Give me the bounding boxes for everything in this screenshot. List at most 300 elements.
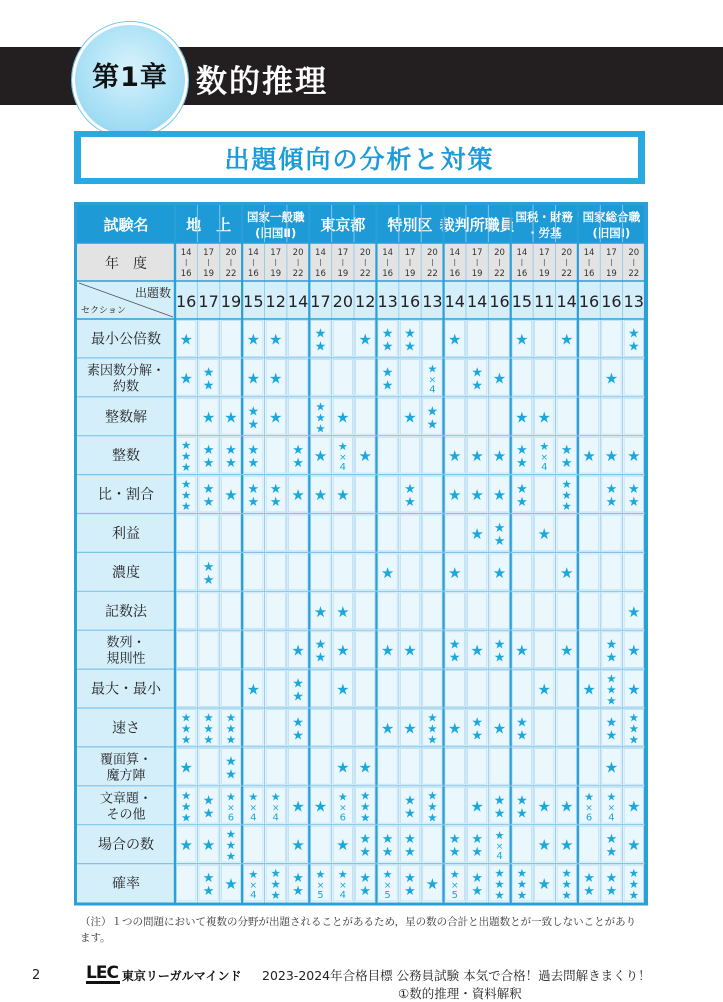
section-subtitle: 出題傾向の分析と対策 [81, 137, 638, 178]
table-cell [378, 398, 397, 434]
star-mark: ★ [627, 447, 641, 466]
star-mark: ★ [336, 836, 350, 855]
period-end: 22 [292, 269, 304, 279]
star-mark: ★ [537, 797, 552, 816]
table-cell [288, 554, 307, 590]
star-mark: ★ [516, 456, 528, 472]
table-cell [333, 515, 352, 551]
star-mark: ★ [202, 482, 215, 498]
exam-name-sub: (旧国Ⅰ) [592, 226, 631, 240]
table-cell [624, 359, 643, 395]
star-mark: ★ [358, 330, 372, 349]
period-end: 16 [247, 269, 259, 279]
star-mark: ★ [202, 806, 215, 822]
star-mark: ★ [179, 330, 193, 349]
table-cell [535, 359, 554, 395]
table-cell [266, 632, 285, 668]
star-mark: ★ [246, 369, 261, 388]
star-mark: ★ [291, 641, 305, 660]
period-start: 20 [494, 248, 505, 258]
star-mark: ★ [516, 877, 528, 892]
section-label-sub: 魔方陣 [106, 768, 146, 784]
question-count: 16 [578, 292, 600, 311]
star-mark: ★ [470, 486, 484, 505]
table-cell [177, 593, 196, 629]
table-cell [378, 515, 397, 551]
star-mark: ★ [470, 447, 484, 466]
star-mark: ★ [336, 602, 350, 621]
table-cell [221, 359, 240, 395]
star-mark: ★ [225, 754, 237, 770]
table-cell [199, 593, 218, 629]
table-cell [423, 437, 442, 473]
section-label: 記数法 [105, 603, 147, 620]
table-cell [356, 476, 375, 512]
star-mark: ★ [292, 884, 304, 900]
table-cell [266, 515, 285, 551]
table-cell [512, 671, 531, 707]
table-cell [535, 710, 554, 746]
table-cell [557, 748, 576, 784]
star-mark: ★ [404, 482, 416, 498]
star-mark: ★ [313, 447, 328, 466]
star-mark: ★ [539, 440, 550, 454]
count-header-label: 出題数 [134, 286, 171, 300]
star-mark: ★ [359, 884, 372, 900]
star-mark: ★ [559, 330, 574, 349]
publisher-name: 東京リーガルマインド [121, 968, 242, 983]
table-cell [624, 515, 643, 551]
table-cell [311, 748, 330, 784]
star-mark: ★ [225, 721, 237, 736]
book-volume: ①数的推理・資料解釈 [398, 986, 522, 1001]
star-mark: ★ [628, 866, 639, 881]
table-cell [535, 554, 554, 590]
star-mark: ★ [247, 456, 260, 472]
star-mark: ★ [494, 877, 505, 892]
star-mark: ★ [537, 836, 552, 855]
star-mark: ★ [179, 758, 193, 777]
table-cell [423, 321, 442, 357]
star-mark: ★ [605, 650, 618, 666]
period-end: 19 [404, 269, 416, 279]
star-mark: ★ [203, 721, 214, 736]
star-mark: ★ [515, 641, 529, 660]
star-mark: ★ [537, 680, 552, 699]
star-count: 4 [541, 462, 548, 474]
period-end: 19 [606, 269, 617, 279]
table-cell [221, 593, 240, 629]
star-mark: ★ [494, 888, 505, 903]
star-mark: ★ [470, 797, 484, 816]
star-mark: ★ [314, 339, 327, 355]
section-label: 最小公倍数 [91, 331, 161, 348]
star-mark: ★ [381, 832, 394, 848]
star-count: 4 [272, 812, 279, 824]
section-label: 文章題・ [99, 791, 153, 807]
star-mark: ★ [314, 650, 327, 666]
star-mark: ★ [471, 365, 483, 381]
star-mark: ★ [605, 832, 618, 848]
star-count: 6 [585, 812, 593, 824]
star-mark: ★ [559, 797, 574, 816]
period-end: 19 [337, 269, 349, 279]
question-count: 17 [198, 292, 219, 311]
table-cell [624, 554, 643, 590]
table-cell [557, 593, 576, 629]
star-mark: ★ [583, 884, 595, 900]
star-count: 5 [384, 890, 391, 902]
table-cell [624, 398, 643, 434]
star-mark: ★ [627, 495, 640, 511]
star-mark: ★ [225, 732, 237, 747]
table-cell [445, 787, 464, 823]
section-label: 速さ [112, 720, 140, 737]
table-cell [199, 748, 218, 784]
section-label: 整数解 [105, 409, 147, 426]
star-multiplier: × [383, 881, 392, 892]
star-count: 4 [429, 384, 436, 396]
question-count: 16 [176, 292, 197, 311]
table-cell [177, 632, 196, 668]
star-mark: ★ [606, 671, 617, 686]
star-mark: ★ [605, 715, 618, 731]
period-end: 22 [494, 269, 505, 279]
table-cell [333, 321, 352, 357]
star-mark: ★ [336, 408, 350, 427]
period-end: 19 [471, 269, 483, 279]
question-count: 15 [511, 292, 533, 311]
star-mark: ★ [493, 533, 506, 549]
period-end: 22 [225, 269, 237, 279]
star-count: 5 [317, 890, 324, 902]
section-header-label: セクション [81, 306, 126, 316]
question-count: 11 [534, 292, 555, 311]
star-mark: ★ [628, 710, 639, 725]
star-mark: ★ [181, 477, 192, 492]
table-cell [356, 398, 375, 434]
star-mark: ★ [313, 797, 328, 816]
question-count: 12 [265, 292, 286, 311]
star-mark: ★ [181, 788, 192, 803]
star-mark: ★ [181, 499, 192, 514]
star-mark: ★ [404, 832, 416, 848]
period-start: 14 [315, 248, 326, 258]
star-mark: ★ [516, 793, 528, 809]
table-cell [557, 359, 576, 395]
star-mark: ★ [203, 732, 214, 747]
table-cell [356, 671, 375, 707]
star-mark: ★ [381, 378, 394, 394]
table-cell [378, 787, 397, 823]
table-cell [400, 593, 419, 629]
star-mark: ★ [427, 799, 438, 814]
star-mark: ★ [561, 877, 572, 892]
table-cell [557, 398, 576, 434]
star-mark: ★ [181, 732, 192, 747]
table-cell [579, 515, 598, 551]
star-mark: ★ [201, 408, 216, 427]
period-end: 16 [516, 269, 528, 279]
period-start: 17 [270, 248, 282, 258]
star-mark: ★ [537, 875, 552, 894]
period-end: 16 [449, 269, 461, 279]
table-cell [244, 632, 263, 668]
star-mark: ★ [425, 875, 440, 894]
star-mark: ★ [606, 693, 617, 708]
table-cell [557, 710, 576, 746]
star-mark: ★ [337, 440, 348, 454]
star-mark: ★ [292, 676, 304, 692]
star-mark: ★ [337, 790, 348, 804]
star-mark: ★ [404, 845, 416, 861]
period-start: 14 [583, 248, 595, 258]
table-cell [266, 826, 285, 862]
star-mark: ★ [224, 486, 238, 505]
table-cell [467, 554, 486, 590]
table-cell [400, 554, 419, 590]
table-cell [177, 865, 196, 901]
section-label: 場合の数 [98, 837, 154, 854]
star-mark: ★ [313, 486, 328, 505]
star-multiplier: × [227, 803, 235, 814]
period-start: 20 [292, 248, 304, 258]
star-mark: ★ [181, 460, 192, 475]
question-count: 20 [332, 292, 354, 311]
table-cell [602, 593, 621, 629]
table-cell [423, 515, 442, 551]
star-mark: ★ [359, 832, 372, 848]
question-count: 16 [399, 292, 421, 311]
table-cell [244, 748, 263, 784]
star-mark: ★ [336, 486, 350, 505]
star-mark: ★ [404, 806, 416, 822]
star-mark: ★ [427, 810, 438, 825]
star-mark: ★ [336, 680, 350, 699]
star-mark: ★ [403, 719, 417, 738]
table-cell [177, 554, 196, 590]
star-count: 4 [496, 851, 503, 863]
table-cell [512, 826, 531, 862]
table-cell [400, 515, 419, 551]
question-count: 15 [243, 292, 264, 311]
table-cell [311, 826, 330, 862]
star-mark: ★ [628, 721, 639, 736]
star-mark: ★ [492, 486, 507, 505]
table-cell [535, 476, 554, 512]
chapter-title: 数的推理 [196, 64, 328, 100]
star-mark: ★ [628, 877, 639, 892]
star-mark: ★ [606, 790, 617, 804]
star-mark: ★ [559, 563, 574, 582]
table-cell [423, 476, 442, 512]
exam-name-sub: (旧国Ⅱ) [255, 226, 297, 240]
period-end: 22 [561, 269, 573, 279]
star-mark: ★ [516, 443, 528, 459]
table-cell [445, 748, 464, 784]
star-mark: ★ [358, 447, 372, 466]
star-mark: ★ [515, 408, 529, 427]
star-mark: ★ [448, 330, 462, 349]
star-mark: ★ [181, 721, 192, 736]
period-end: 16 [382, 269, 394, 279]
star-mark: ★ [380, 641, 395, 660]
star-mark: ★ [493, 637, 506, 653]
table-cell [356, 359, 375, 395]
star-mark: ★ [381, 845, 394, 861]
question-count: 16 [489, 292, 510, 311]
table-cell [199, 515, 218, 551]
star-mark: ★ [492, 447, 507, 466]
star-mark: ★ [292, 715, 304, 731]
star-multiplier: × [339, 803, 347, 814]
book-title: 2023-2024年合格目標 公務員試験 本気で合格！過去問解きまくり！ [262, 968, 651, 983]
star-multiplier: × [249, 803, 258, 814]
star-mark: ★ [247, 495, 260, 511]
star-mark: ★ [561, 866, 572, 881]
star-mark: ★ [448, 845, 461, 861]
question-count: 19 [220, 292, 242, 311]
star-mark: ★ [224, 408, 238, 427]
star-multiplier: × [450, 881, 459, 892]
star-mark: ★ [225, 827, 237, 842]
star-mark: ★ [314, 637, 327, 653]
star-mark: ★ [225, 838, 237, 853]
table-cell [579, 632, 598, 668]
star-mark: ★ [627, 641, 641, 660]
star-mark: ★ [381, 365, 394, 381]
section-label: 濃度 [112, 564, 140, 581]
star-mark: ★ [291, 486, 305, 505]
star-mark: ★ [202, 456, 215, 472]
table-cell [557, 671, 576, 707]
exam-name-sub: ・労基 [527, 226, 562, 240]
star-mark: ★ [471, 378, 483, 394]
period-end: 22 [628, 269, 640, 279]
star-mark: ★ [315, 868, 326, 882]
section-label-sub: 規則性 [106, 651, 146, 667]
star-mark: ★ [628, 888, 639, 903]
star-mark: ★ [179, 369, 193, 388]
table-cell [244, 554, 263, 590]
table-cell [177, 515, 196, 551]
star-mark: ★ [448, 637, 461, 653]
table-cell [535, 321, 554, 357]
star-mark: ★ [448, 650, 461, 666]
table-cell [579, 359, 598, 395]
section-label: 数列・ [106, 635, 146, 651]
table-cell [288, 398, 307, 434]
period-start: 14 [247, 248, 259, 258]
star-mark: ★ [381, 326, 394, 342]
star-mark: ★ [605, 637, 618, 653]
star-mark: ★ [605, 482, 618, 498]
exam-name: 国家総合職 [582, 210, 641, 224]
period-end: 19 [203, 269, 214, 279]
table-cell [356, 632, 375, 668]
table-cell [490, 748, 509, 784]
star-count: 4 [339, 890, 347, 902]
star-count: 4 [250, 890, 257, 902]
star-mark: ★ [516, 495, 528, 511]
star-mark: ★ [181, 810, 192, 825]
star-mark: ★ [471, 715, 483, 731]
table-cell [467, 748, 486, 784]
star-mark: ★ [606, 682, 617, 697]
table-cell [400, 359, 419, 395]
table-cell [512, 593, 531, 629]
table-cell [288, 359, 307, 395]
table-cell [535, 632, 554, 668]
table-cell [467, 398, 486, 434]
table-cell [490, 593, 509, 629]
star-mark: ★ [292, 871, 304, 887]
period-end: 22 [359, 269, 371, 279]
star-mark: ★ [604, 447, 619, 466]
star-mark: ★ [248, 790, 259, 804]
star-mark: ★ [584, 790, 594, 804]
table-cell [221, 671, 240, 707]
chapter-label: 第1章 [92, 62, 168, 93]
table-cell [423, 554, 442, 590]
period-start: 20 [359, 248, 371, 258]
period-end: 16 [583, 269, 595, 279]
star-mark: ★ [516, 728, 528, 744]
table-cell [288, 321, 307, 357]
star-mark: ★ [493, 793, 506, 809]
star-mark: ★ [179, 836, 193, 855]
lec-logo-mark: LEC [86, 963, 118, 983]
star-mark: ★ [470, 524, 484, 543]
star-mark: ★ [493, 520, 506, 536]
question-count: 14 [556, 292, 577, 311]
star-mark: ★ [360, 810, 371, 825]
star-mark: ★ [605, 728, 618, 744]
star-mark: ★ [537, 524, 552, 543]
star-mark: ★ [246, 330, 261, 349]
table-cell [177, 671, 196, 707]
period-end: 16 [180, 269, 192, 279]
star-count: 4 [608, 812, 615, 824]
table-note: （注）１つの問題において複数の分野が出題されることがあるため，星の数の合計と出題数とが一致しないことがあります。 [80, 916, 637, 944]
star-mark: ★ [313, 602, 328, 621]
table-cell [579, 748, 598, 784]
star-mark: ★ [360, 799, 371, 814]
star-mark: ★ [492, 563, 507, 582]
star-mark: ★ [516, 482, 528, 498]
star-mark: ★ [202, 793, 215, 809]
table-cell [266, 437, 285, 473]
table-cell [199, 321, 218, 357]
period-start: 14 [516, 248, 528, 258]
table-cell [579, 476, 598, 512]
star-mark: ★ [471, 845, 483, 861]
star-mark: ★ [248, 868, 259, 882]
star-mark: ★ [561, 477, 572, 492]
star-mark: ★ [583, 871, 595, 887]
star-mark: ★ [560, 456, 573, 472]
period-start: 17 [471, 248, 483, 258]
table-cell [311, 710, 330, 746]
section-label: 最大・最小 [91, 681, 161, 698]
table-cell [400, 671, 419, 707]
star-mark: ★ [226, 790, 236, 804]
table-cell [579, 826, 598, 862]
period-start: 17 [404, 248, 416, 258]
star-mark: ★ [582, 447, 596, 466]
table-cell [311, 554, 330, 590]
star-mark: ★ [181, 710, 192, 725]
